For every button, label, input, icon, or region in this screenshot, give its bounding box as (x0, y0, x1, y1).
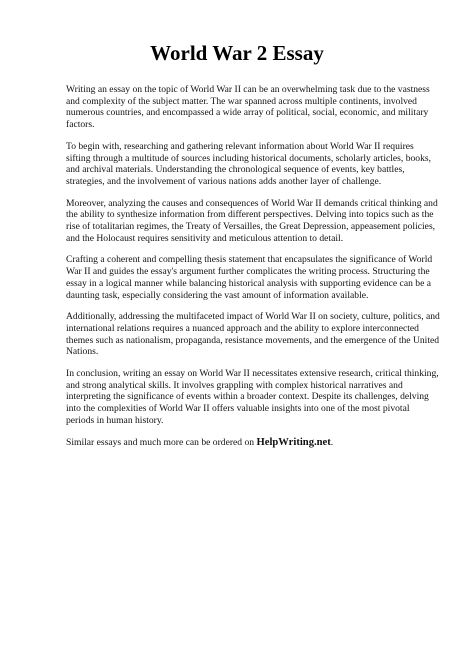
paragraph-intro: Writing an essay on the topic of World War II can be an overwhelming task due to the vastness and complexity of the subject matter. The war spanned across multiple continents, involved numerous countries, and encompassed a wide array of political, social, economic, and military factors. (66, 84, 430, 131)
essay-body (66, 84, 440, 458)
paragraph-thesis: Crafting a coherent and compelling thesis statement that encapsulates the significance of World War II and guides the essay's argument further complicates the writing process. Structuring the essay in a logical manner while balancing historical analysis with supporting evidence can be a daunting task, especially considering the vast amount of information available. (66, 254, 433, 301)
closing-text: Similar essays and much more can be ordered on (66, 436, 255, 448)
closing-line (66, 437, 440, 449)
paragraph-impact: Additionally, addressing the multifaceted impact of World War II on society, culture, politics, and international relations requires a nuanced approach and the ability to explore interconnected themes such as nationalism, propaganda, resistance movements, and the emergence of the United Nations. (66, 311, 440, 358)
page-title: World War 2 Essay (150, 41, 324, 65)
paragraph-analysis: Moreover, analyzing the causes and consequences of World War II demands critical thinking and the ability to synthesize information from different perspectives. Delving into topics such as the rise of totalitarian regimes, the Treaty of Versailles, the Great Depression, appeasement policies, and the Holocaust requires sensitivity and meticulous attention to detail. (66, 197, 438, 244)
closing-period: . (330, 436, 334, 448)
brand-link[interactable]: HelpWriting.net (256, 436, 331, 448)
paragraph-conclusion: In conclusion, writing an essay on World War II necessitates extensive research, critical thinking, and strong analytical skills. It involves grappling with complex historical narratives and interpreting the significance of events within a broader context. Despite its challenges, delving into the complexities of World War II offers valuable insights into one of the most pivotal periods in human history. (66, 368, 439, 426)
paragraph-research: To begin with, researching and gathering relevant information about World War II requires sifting through a multitude of sources including historical documents, scholarly articles, books, and archival materials. Understanding the chronological sequence of events, key battles, strategies, and the involvement of various nations adds another layer of challenge. (66, 140, 432, 187)
